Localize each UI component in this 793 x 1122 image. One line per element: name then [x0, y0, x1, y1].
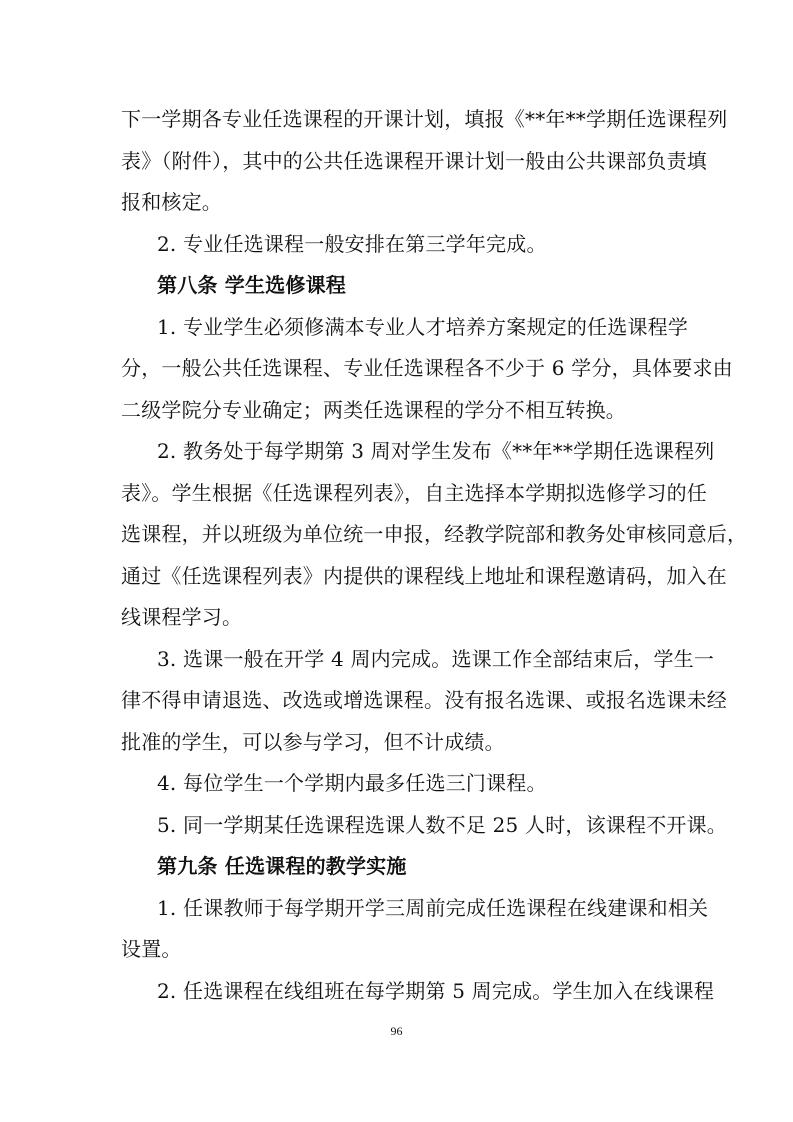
body-line: 3. 选课一般在开学 4 周内完成。选课工作全部结束后，学生一: [157, 647, 715, 671]
body-line: 2. 任选课程在线组班在每学期第 5 周完成。学生加入在线课程: [157, 979, 715, 1003]
body-line: 表》（附件），其中的公共任选课程开课计划一般由公共课部负责填: [121, 149, 707, 173]
body-line: 下一学期各专业任选课程的开课计划，填报《**年**学期任选课程列: [121, 107, 728, 131]
body-line: 表》。学生根据《任选课程列表》，自主选择本学期拟选修学习的任: [121, 481, 707, 505]
body-line: 报和核定。: [121, 190, 222, 214]
body-line: 二级学院分专业确定；两类任选课程的学分不相互转换。: [121, 398, 626, 422]
body-line: 批准的学生，可以参与学习，但不计成绩。: [121, 730, 505, 754]
body-line: 分，一般公共任选课程、专业任选课程各不少于 6 学分，具体要求由: [121, 356, 733, 380]
body-line: 通过《任选课程列表》内提供的课程线上地址和课程邀请码，加入在: [121, 564, 727, 588]
body-line: 1. 任课教师于每学期开学三周前完成任选课程在线建课和相关: [157, 896, 709, 920]
body-line: 2. 专业任选课程一般安排在第三学年完成。: [157, 232, 547, 256]
body-line: 2. 教务处于每学期第 3 周对学生发布《**年**学期任选课程列: [157, 439, 715, 463]
page-number: 96: [390, 1024, 403, 1038]
body-line: 4. 每位学生一个学期内最多任选三门课程。: [157, 771, 547, 795]
body-line: 设置。: [121, 937, 182, 961]
body-line: 1. 专业学生必须修满本专业人才培养方案规定的任选课程学: [157, 315, 689, 339]
body-line: 线课程学习。: [121, 605, 243, 629]
body-line: 5. 同一学期某任选课程选课人数不足 25 人时，该课程不开课。: [157, 813, 728, 837]
body-line: 律不得申请退选、改选或增选课程。没有报名选课、或报名选课未经: [121, 688, 727, 712]
section-heading: 第八条 学生选修课程: [157, 273, 346, 297]
section-heading: 第九条 任选课程的教学实施: [157, 854, 407, 878]
body-line: 选课程，并以班级为单位统一申报，经教学院部和教务处审核同意后，: [121, 522, 748, 546]
